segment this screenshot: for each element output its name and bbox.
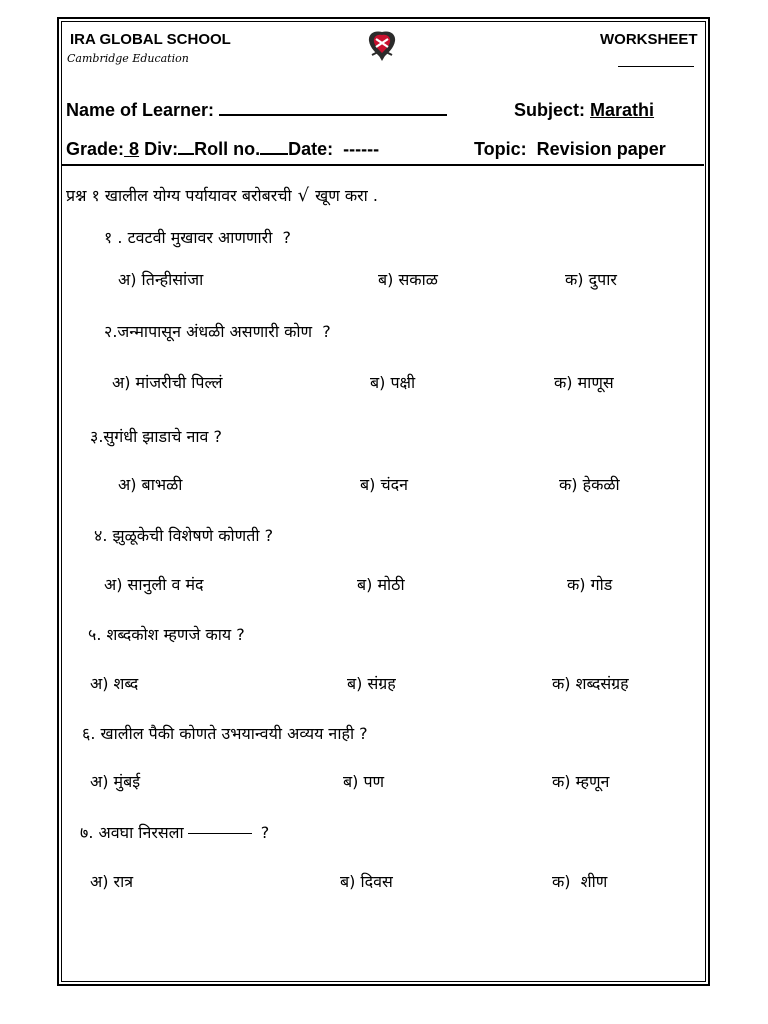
- question-1: १ . टवटवी मुखावर आणणारी ?: [104, 228, 292, 247]
- q4-option-a[interactable]: अ) सानुली व मंद: [104, 575, 204, 594]
- name-label: Name of Learner:: [66, 100, 215, 120]
- q4-option-b[interactable]: ब) मोठी: [357, 575, 405, 594]
- roll-label: Roll no.: [194, 139, 261, 159]
- question-3: ३.सुगंधी झाडाचे नाव ?: [90, 427, 222, 446]
- education-board: Cambridge Education: [67, 52, 189, 65]
- q7-option-b[interactable]: ब) दिवस: [340, 872, 393, 891]
- q2-option-a[interactable]: अ) मांजरीची पिल्लं: [112, 373, 223, 392]
- grade-row: [66, 139, 379, 160]
- instruction: प्रश्न १ खालील योग्य पर्यायावर बरोबरची √ खूण करा .: [66, 185, 378, 206]
- date-label: Date:: [288, 139, 334, 159]
- name-row: [66, 100, 447, 121]
- q3-option-b[interactable]: ब) चंदन: [360, 475, 409, 494]
- subject-row: [514, 100, 654, 121]
- roll-blank: [260, 139, 288, 155]
- q3-option-a[interactable]: अ) बाभळी: [118, 475, 183, 494]
- question-7: ७. अवघा निरसला ?: [80, 823, 270, 842]
- subject-label: Subject:: [514, 100, 586, 120]
- name-blank: [219, 100, 447, 116]
- q4-option-c[interactable]: क) गोड: [567, 575, 613, 594]
- q1-option-b[interactable]: ब) सकाळ: [378, 270, 438, 289]
- q6-option-a[interactable]: अ) मुंबई: [90, 772, 141, 791]
- topic-row: [474, 139, 666, 160]
- q6-option-c[interactable]: क) म्हणून: [552, 772, 610, 791]
- q6-option-b[interactable]: ब) पण: [343, 772, 385, 791]
- fill-blank: [188, 833, 252, 834]
- topic-value: Revision paper: [536, 139, 666, 159]
- q5-option-b[interactable]: ब) संग्रह: [347, 674, 396, 693]
- school-name: IRA GLOBAL SCHOOL: [70, 31, 231, 48]
- grade-label: Grade:: [66, 139, 125, 159]
- topic-label: Topic:: [474, 139, 527, 159]
- div-blank: [178, 139, 194, 155]
- worksheet-number-blank: [618, 66, 694, 67]
- q1-option-a[interactable]: अ) तिन्हीसांजा: [118, 270, 204, 289]
- grade-value: 8: [129, 139, 140, 159]
- q5-option-a[interactable]: अ) शब्द: [90, 674, 139, 693]
- question-6: ६. खालील पैकी कोणते उभयान्वयी अव्यय नाही ?: [82, 724, 368, 743]
- tick-mark-icon: √: [297, 185, 310, 206]
- q2-option-c[interactable]: क) माणूस: [554, 373, 614, 392]
- header-divider: [62, 164, 704, 166]
- question-5: ५. शब्दकोश म्हणजे काय ?: [88, 625, 245, 644]
- q7-option-a[interactable]: अ) रात्र: [90, 872, 134, 891]
- div-label: Div:: [144, 139, 179, 159]
- q2-option-b[interactable]: ब) पक्षी: [370, 373, 416, 392]
- subject-value: Marathi: [590, 100, 655, 120]
- school-crest-icon: [364, 28, 400, 62]
- question-2: २.जन्मापासून अंधळी असणारी कोण ?: [104, 322, 331, 341]
- question-4: ४. झुळूकेची विशेषणे कोणती ?: [94, 526, 274, 545]
- q7-option-c[interactable]: क) शीण: [552, 872, 608, 891]
- q5-option-c[interactable]: क) शब्दसंग्रह: [552, 674, 629, 693]
- date-value: ------: [343, 139, 380, 159]
- q3-option-c[interactable]: क) हेकळी: [559, 475, 620, 494]
- worksheet-label: WORKSHEET: [600, 31, 698, 48]
- q1-option-c[interactable]: क) दुपार: [565, 270, 617, 289]
